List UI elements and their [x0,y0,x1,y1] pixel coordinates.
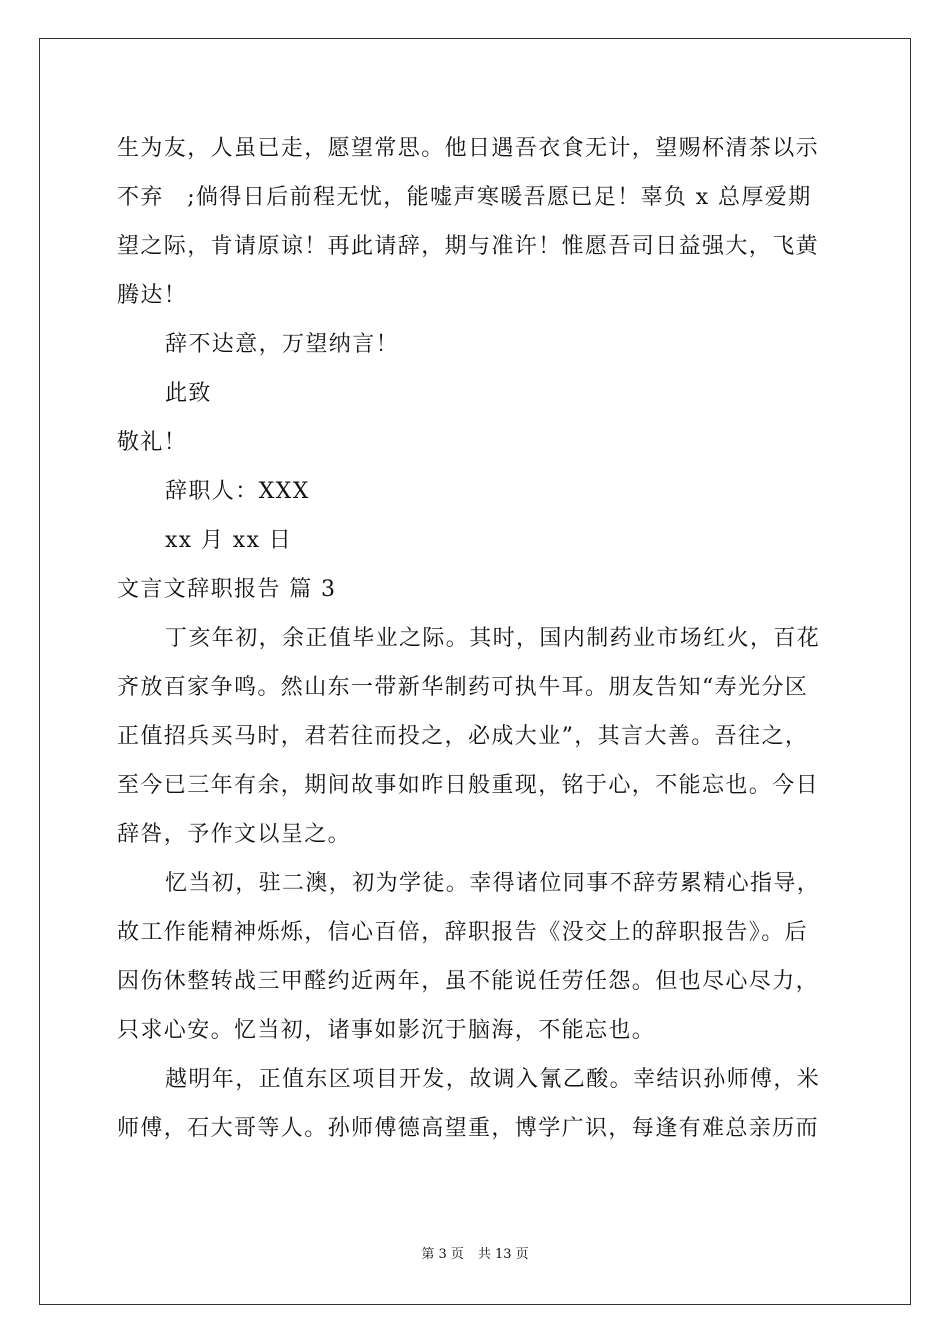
document-body [117,124,837,1153]
text-line: 丁亥年初，余正值毕业之际。其时，国内制药业市场红火，百花 [165,626,821,651]
salutation-line: 敬礼！ [117,430,188,455]
page-footer [0,1246,950,1264]
text-line: 齐放百家争鸣。然山东一带新华制药可执牛耳。朋友告知“寿光分区 [117,675,809,700]
signature-name: 辞职人：XXX [165,479,310,504]
text-line: 望之际，肯请原谅！再此请辞，期与准许！惟愿吾司日益强大，飞黄 [117,234,820,259]
page-total: 共 13 页 [477,1247,529,1262]
signature-date: xx 月 xx 日 [165,528,293,553]
text-line: 辞咎，予作文以呈之。 [117,822,352,847]
text-line: 越明年，正值东区项目开发，故调入氰乙酸。幸结识孙师傅，米 [165,1067,821,1092]
page-number: 第 3 页 [421,1247,464,1262]
text-line: 腾达！ [117,283,188,308]
text-line: 只求心安。忆当初，诸事如影沉于脑海，不能忘也。 [117,1018,656,1043]
closing-remark: 辞不达意，万望纳言！ [165,332,400,357]
text-line: 故工作能精神烁烁，信心百倍，辞职报告《没交上的辞职报告》。后 [117,920,809,945]
text-line: 忆当初，驻二澳，初为学徒。幸得诸位同事不辞劳累精心指导， [165,871,821,896]
text-line: 至今已三年有余，期间故事如昨日般重现，铭于心，不能忘也。今日 [117,773,820,798]
text-line: 不弃 ;倘得日后前程无忧，能嘘声寒暖吾愿已足！辜负 x 总厚爱期 [117,185,812,210]
section-heading: 文言文辞职报告 篇 3 [117,577,337,602]
text-line: 因伤休整转战三甲醛约近两年，虽不能说任劳任怨。但也尽心尽力， [117,969,820,994]
text-line: 生为友，人虽已走，愿望常思。他日遇吾衣食无计，望赐杯清茶以示 [117,136,820,161]
text-line: 师傅，石大哥等人。孙师傅德高望重，博学广识，每逢有难总亲历而 [117,1116,820,1141]
text-line: 正值招兵买马时，君若往而投之，必成大业”，其言大善。吾往之， [117,724,809,749]
salutation-line: 此致 [165,381,212,406]
